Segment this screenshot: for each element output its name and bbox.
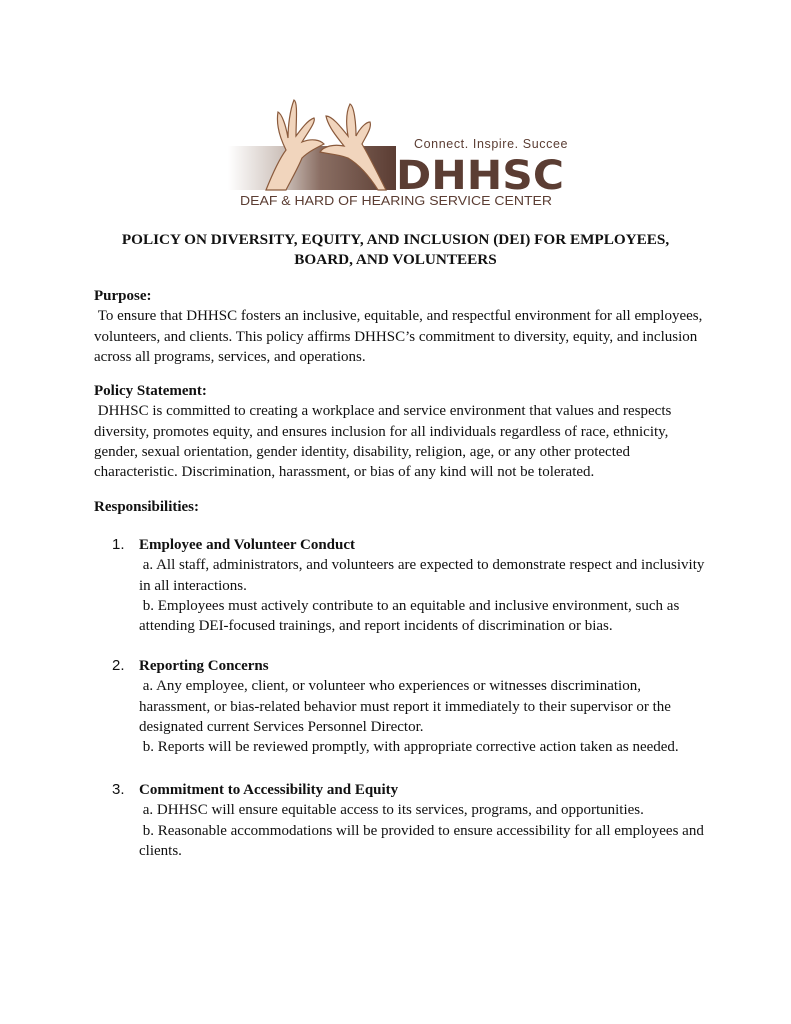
- purpose-section: [94, 286, 714, 367]
- item-number: 3.: [112, 781, 125, 798]
- logo-org-name: DEAF & HARD OF HEARING SERVICE CENTER: [240, 193, 552, 208]
- purpose-text: To ensure that DHHSC fosters an inclusive, equitable, and respectful environment for all employees, volunteers, and clients. This policy affirms DHHSC’s commitment to diversity, equity, and inclusion across all programs, services, and operations.: [94, 308, 707, 365]
- responsibility-item: [112, 535, 712, 636]
- policy-statement-section: [94, 381, 714, 482]
- item-subpoint-b: b. Employees must actively contribute to an equitable and inclusive environment, such as attending DEI-focused trainings, and report incidents of discrimination or bias.: [139, 597, 684, 635]
- responsibility-item: [112, 780, 712, 861]
- logo-tagline: Connect. Inspire. Succeed.: [414, 137, 568, 151]
- item-subpoint-b: b. Reasonable accommodations will be provided to ensure accessibility for all employees and clients.: [139, 822, 708, 859]
- item-subpoint-a: a. Any employee, client, or volunteer who experiences or witnesses discrimination, harassment, or bias-related behavior must report it immediately to their supervisor or the designated current Services Personnel Director.: [139, 678, 675, 735]
- item-number: 2.: [112, 657, 125, 674]
- title-line-1: POLICY ON DIVERSITY, EQUITY, AND INCLUSION (DEI) FOR EMPLOYEES,: [121, 231, 670, 248]
- purpose-heading: Purpose:: [94, 288, 152, 304]
- item-subpoint-b: b. Reports will be reviewed promptly, with appropriate corrective action taken as needed.: [139, 739, 679, 756]
- item-title: Commitment to Accessibility and Equity: [139, 782, 399, 798]
- item-number: 1.: [112, 536, 125, 553]
- title-line-2: BOARD, AND VOLUNTEERS: [294, 251, 497, 268]
- policy-statement-heading: Policy Statement:: [94, 383, 207, 399]
- item-subpoint-a: a. All staff, administrators, and volunteers are expected to demonstrate respect and inclusivity in all interactions.: [139, 557, 709, 594]
- policy-statement-text: DHHSC is committed to creating a workplace and service environment that values and respects diversity, promotes equity, and ensures inclusion for all individuals regardless of race, ethnicity, gender, sexual orientation, gender identity, disability, religion, age, or any other protected characteristic. Discrimination, harassment, or bias of any kind will not be tolerated.: [94, 403, 676, 481]
- document-title: [60, 230, 731, 270]
- dhhsc-logo: [228, 92, 568, 210]
- responsibilities-heading: Responsibilities:: [94, 499, 200, 515]
- item-title: Reporting Concerns: [139, 658, 269, 674]
- responsibility-item: [112, 656, 712, 757]
- item-subpoint-a: a. DHHSC will ensure equitable access to its services, programs, and opportunities.: [139, 802, 644, 819]
- logo-acronym: DHHSC: [396, 153, 564, 199]
- logo-graphic: [228, 92, 568, 210]
- item-title: Employee and Volunteer Conduct: [139, 537, 356, 553]
